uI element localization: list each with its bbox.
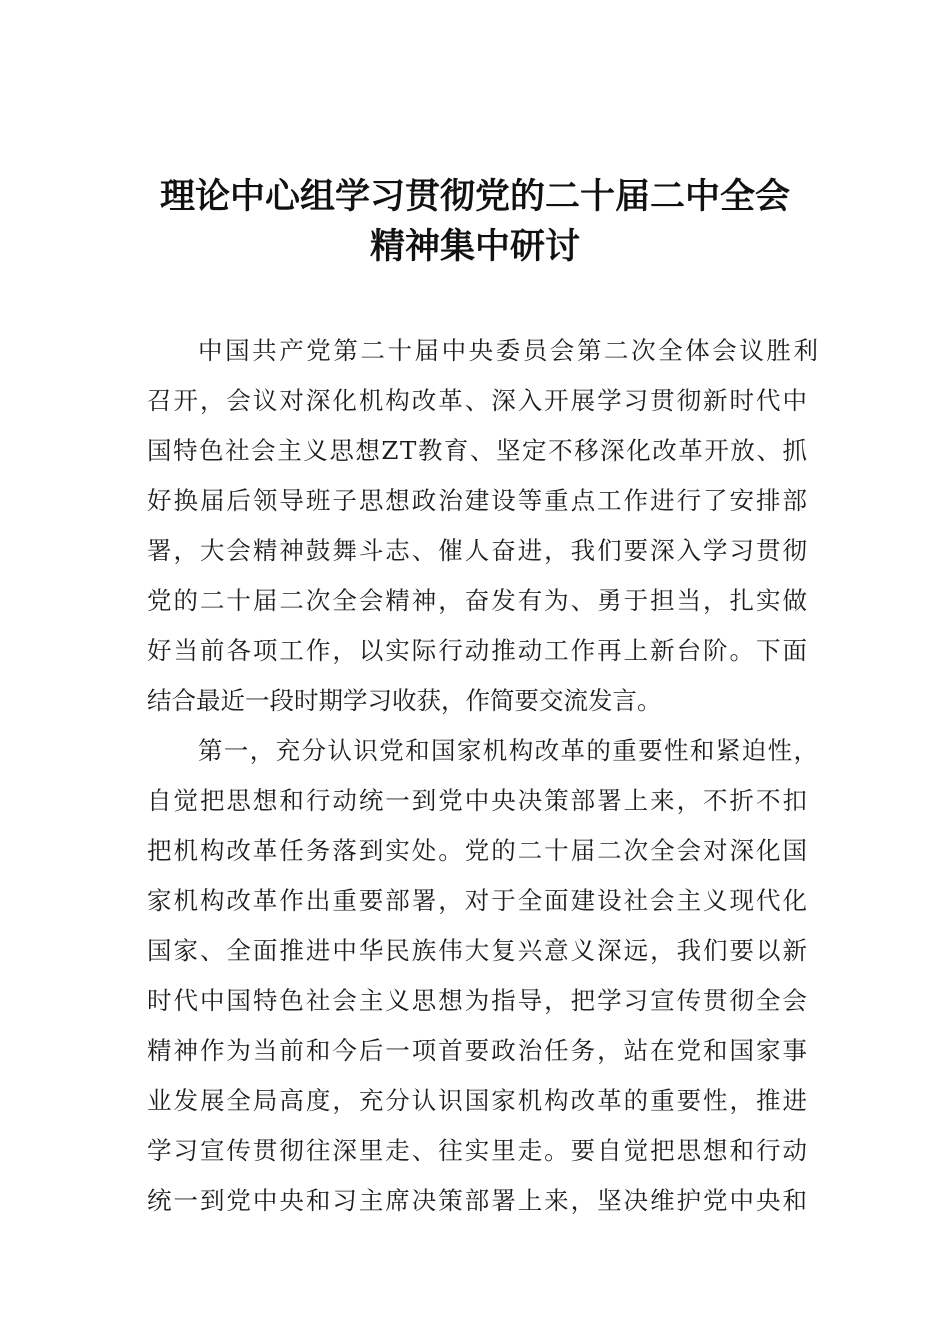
paragraph-1-line-3: 国特色社会主义思想ZT教育、坚定不移深化改革开放、抓 [147,436,809,465]
paragraph-1-line-5: 署，大会精神鼓舞斗志、催人奋进，我们要深入学习贯彻 [147,536,809,565]
paragraph-1-line-1: 中国共产党第二十届中央委员会第二次全体会议胜利 [198,336,821,365]
document-title-line-2: 精神集中研讨 [369,227,580,267]
paragraph-1-line-2: 召开，会议对深化机构改革、深入开展学习贯彻新时代中 [147,386,809,415]
paragraph-2-line-6: 时代中国特色社会主义思想为指导，把学习宣传贯彻全会 [147,986,809,1015]
paragraph-2-line-2: 自觉把思想和行动统一到党中央决策部署上来，不折不扣 [147,786,809,815]
paragraph-2-line-3: 把机构改革任务落到实处。党的二十届二次全会对深化国 [147,836,809,865]
paragraph-2-line-1: 第一，充分认识党和国家机构改革的重要性和紧迫性， [198,736,820,765]
paragraph-2-line-4: 家机构改革作出重要部署，对于全面建设社会主义现代化 [147,886,809,915]
document-title-line-1: 理论中心组学习贯彻党的二十届二中全会 [159,177,790,217]
paragraph-2-line-7: 精神作为当前和今后一项首要政治任务，站在党和国家事 [147,1036,809,1065]
paragraph-2-line-8: 业发展全局高度，充分认识国家机构改革的重要性，推进 [147,1086,809,1115]
paragraph-2-line-10: 统一到党中央和习主席决策部署上来，坚决维护党中央和 [147,1186,809,1215]
paragraph-2-line-9: 学习宣传贯彻往深里走、往实里走。要自觉把思想和行动 [147,1136,809,1165]
paragraph-2-line-5: 国家、全面推进中华民族伟大复兴意义深远，我们要以新 [147,936,809,965]
paragraph-1-line-7: 好当前各项工作，以实际行动推动工作再上新台阶。下面 [147,636,809,665]
paragraph-1-line-4: 好换届后领导班子思想政治建设等重点工作进行了安排部 [147,486,809,515]
paragraph-1-line-6: 党的二十届二次全会精神，奋发有为、勇于担当，扎实做 [147,586,809,615]
paragraph-1-line-8: 结合最近一段时期学习收获，作简要交流发言。 [147,686,662,715]
